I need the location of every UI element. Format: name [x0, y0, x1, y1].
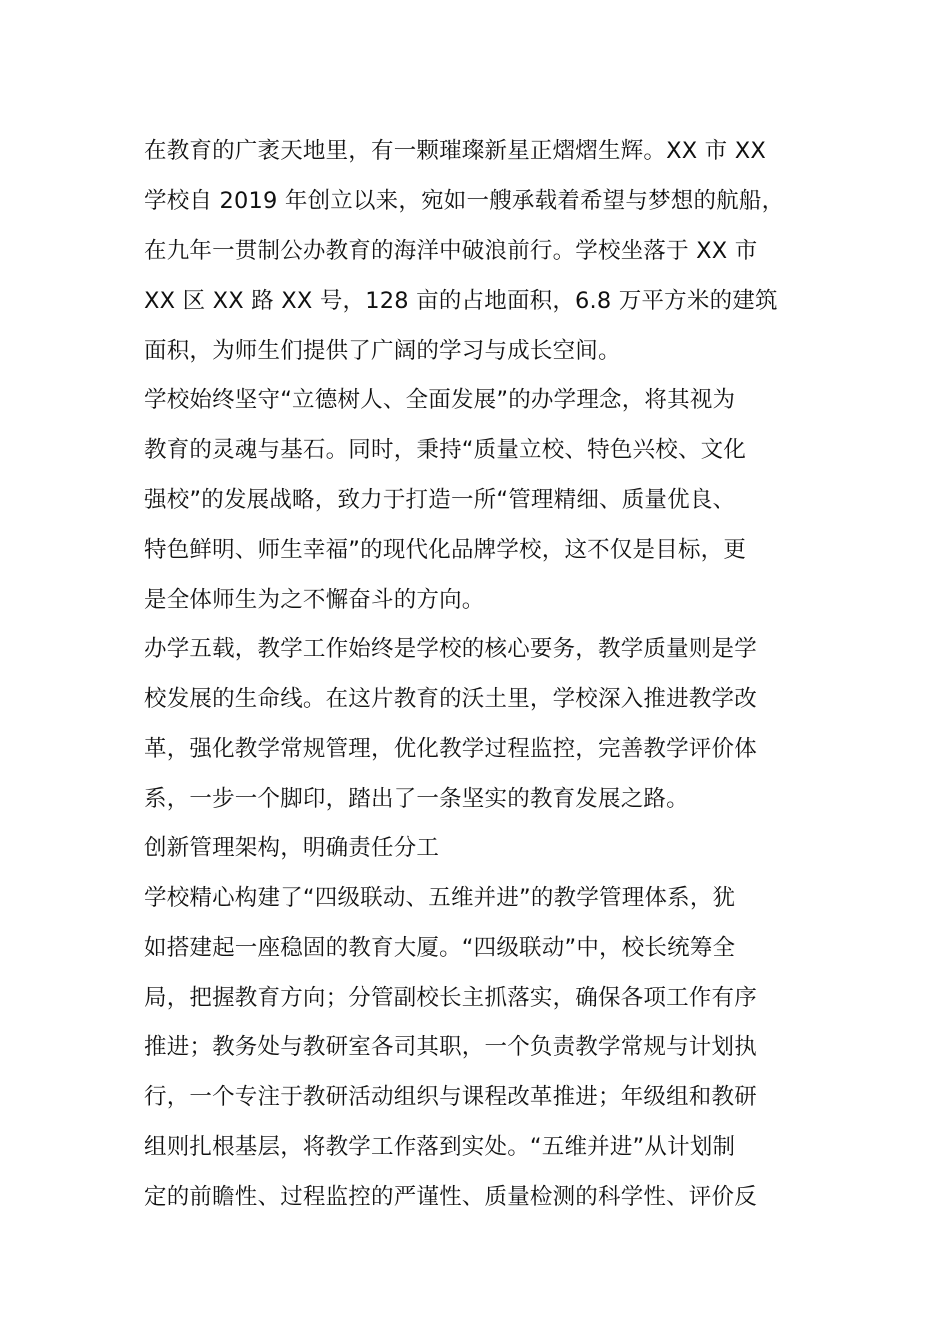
text-line: 局，把握教育方向；分管副校长主抓落实，确保各项工作有序: [144, 985, 757, 1011]
text-line: 学校自 2019 年创立以来，宛如一艘承载着希望与梦想的航船，: [144, 188, 785, 214]
text-line: 推进；教务处与教研室各司其职，一个负责教学常规与计划执: [144, 1034, 757, 1060]
text-line: 在九年一贯制公办教育的海洋中破浪前行。学校坐落于 XX 市: [144, 238, 758, 264]
text-line: 组则扎根基层，将教学工作落到实处。“五维并进”从计划制: [144, 1134, 736, 1160]
text-line: 行，一个专注于教研活动组织与课程改革推进；年级组和教研: [144, 1084, 757, 1110]
text-line: 系，一步一个脚印，踏出了一条坚实的教育发展之路。: [144, 786, 689, 812]
text-line: 是全体师生为之不懈奋斗的方向。: [144, 587, 485, 613]
text-line: 学校精心构建了“四级联动、五维并进”的教学管理体系，犹: [144, 885, 736, 911]
text-line: 强校”的发展战略，致力于打造一所“管理精细、质量优良、: [144, 487, 736, 513]
text-line: 校发展的生命线。在这片教育的沃土里，学校深入推进教学改: [144, 686, 757, 712]
text-line: 办学五载，教学工作始终是学校的核心要务，教学质量则是学: [144, 636, 757, 662]
section-heading: 创新管理架构，明确责任分工: [144, 835, 440, 861]
text-line: 如搭建起一座稳固的教育大厦。“四级联动”中，校长统筹全: [144, 935, 736, 961]
text-line: 在教育的广袤天地里，有一颗璀璨新星正熠熠生辉。XX 市 XX: [144, 138, 766, 164]
text-line: 面积，为师生们提供了广阔的学习与成长空间。: [144, 338, 621, 364]
text-line: XX 区 XX 路 XX 号，128 亩的占地面积，6.8 万平方米的建筑: [144, 288, 778, 314]
text-line: 定的前瞻性、过程监控的严谨性、质量检测的科学性、评价反: [144, 1184, 757, 1210]
text-line: 革，强化教学常规管理，优化教学过程监控，完善教学评价体: [144, 736, 757, 762]
text-line: 学校始终坚守“立德树人、全面发展”的办学理念，将其视为: [144, 387, 736, 413]
text-line: 教育的灵魂与基石。同时，秉持“质量立校、特色兴校、文化: [144, 437, 747, 463]
text-line: 特色鲜明、师生幸福”的现代化品牌学校，这不仅是目标，更: [144, 537, 747, 563]
